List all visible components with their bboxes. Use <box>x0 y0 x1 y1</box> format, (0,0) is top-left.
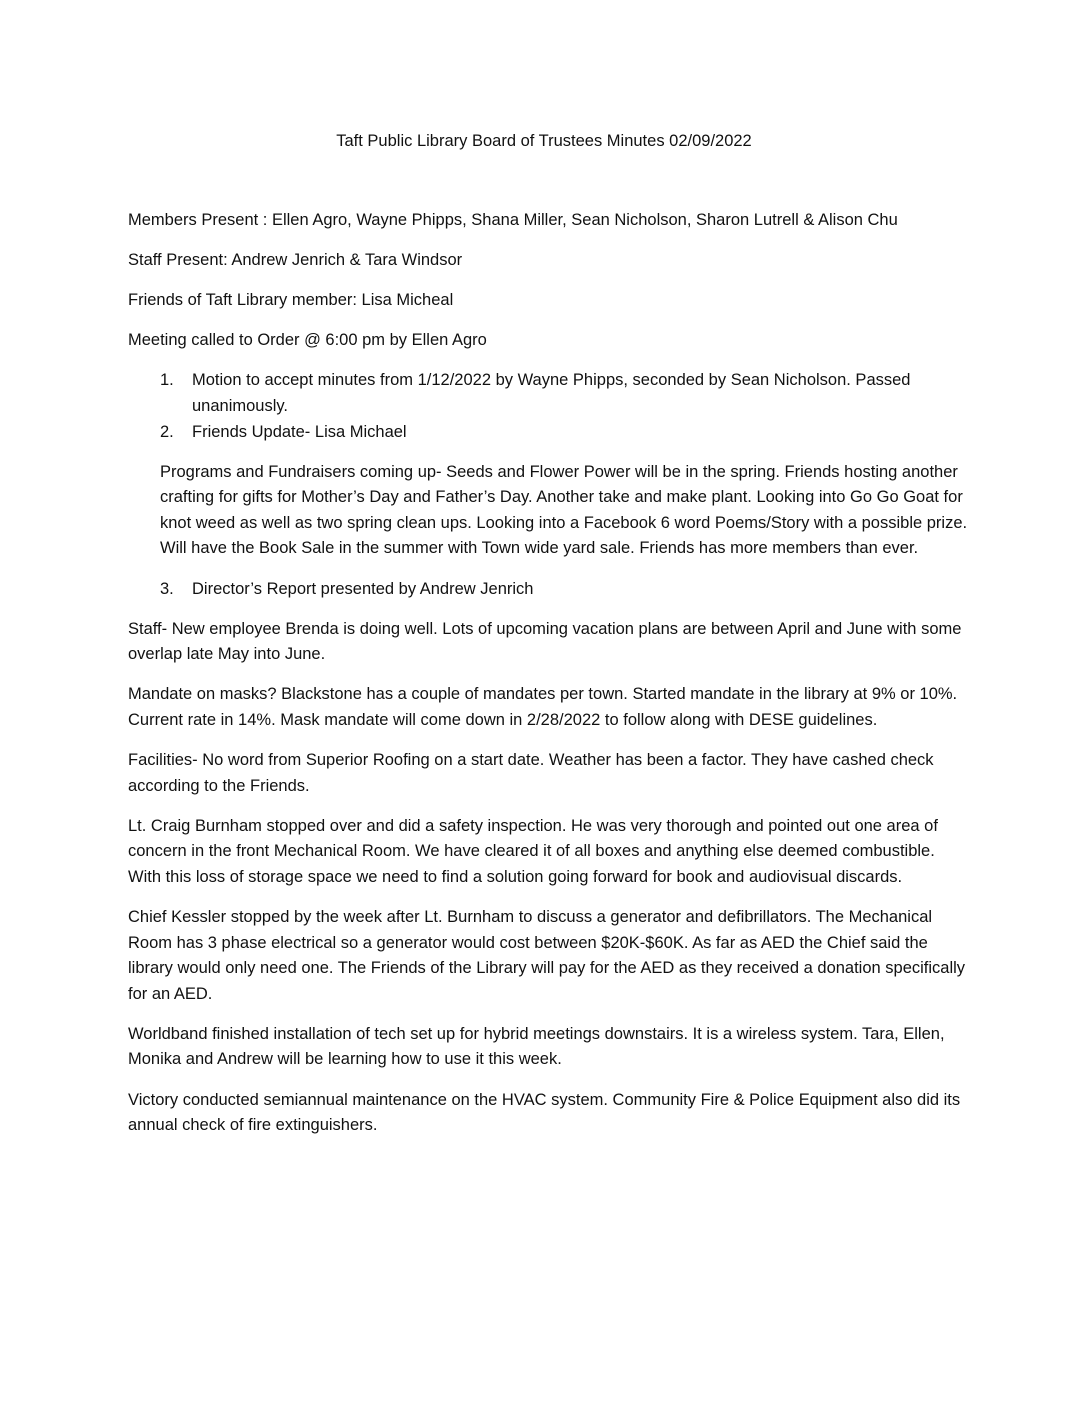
list-text: Director’s Report presented by Andrew Jenrich <box>192 579 534 598</box>
worldband-paragraph: Worldband finished installation of tech set up for hybrid meetings downstairs. It is a wireless system. Tara, Ellen, Monika and Andrew will be learning how to use it this week. <box>128 1024 945 1069</box>
facilities-paragraph: Facilities- No word from Superior Roofing on a start date. Weather has been a factor. They have cashed check according to the Friends. <box>128 751 934 795</box>
list-item <box>128 368 968 419</box>
list-text: Friends Update- Lisa Michael <box>192 422 407 441</box>
generator-paragraph: Chief Kessler stopped by the week after Lt. Burnham to discuss a generator and defibrillators. The Mechanical Room has 3 phase electrical so a generator would cost between $20K-$60K. As far as AED the Chief said the library would only need one. The Friends of the Library will pay for the AED as they received a donation specifically for an AED. <box>128 907 966 1003</box>
list-number: 2. <box>160 422 174 441</box>
agenda-list <box>128 368 968 445</box>
list-item <box>128 577 968 603</box>
members-present: Members Present : Ellen Agro, Wayne Phipps, Shana Miller, Sean Nicholson, Sharon Lutrell & Alison Chu <box>128 211 898 229</box>
called-to-order: Meeting called to Order @ 6:00 pm by Ellen Agro <box>128 331 487 350</box>
friends-update-paragraph: Programs and Fundraisers coming up- Seeds and Flower Power will be in the spring. Friends hosting another crafting for gifts for Mother’s Day and Father’s Day. Another take and make plant. Looking into Go Go Goat for knot weed as well as two spring clean ups. Looking into a Facebook 6 word Poems/Story with a possible prize. Will have the Book Sale in the summer with Town wide yard sale. Friends has more members than ever. <box>160 462 968 558</box>
list-text: Motion to accept minutes from 1/12/2022 by Wayne Phipps, seconded by Sean Nicholson. Passed unanimously. <box>192 371 911 415</box>
document-title: Taft Public Library Board of Trustees Minutes 02/09/2022 <box>336 132 752 150</box>
list-number: 3. <box>160 579 174 598</box>
safety-inspection-paragraph: Lt. Craig Burnham stopped over and did a safety inspection. He was very thorough and pointed out one area of concern in the front Mechanical Room. We have cleared it of all boxes and anything else deemed combustible. With this loss of storage space we need to find a solution going forward for book and audiovisual discards. <box>128 816 938 886</box>
masks-paragraph: Mandate on masks? Blackstone has a couple of mandates per town. Started mandate in the library at 9% or 10%. Current rate in 14%. Mask mandate will come down in 2/28/2022 to follow along with DESE guidelines. <box>128 685 958 729</box>
staff-paragraph: Staff- New employee Brenda is doing well. Lots of upcoming vacation plans are between April and June with some overlap late May into June. <box>128 619 962 664</box>
list-item <box>128 420 968 446</box>
agenda-list-continued <box>128 577 968 603</box>
document-body <box>128 208 968 1153</box>
list-number: 1. <box>160 371 174 390</box>
friends-member: Friends of Taft Library member: Lisa Micheal <box>128 291 454 310</box>
staff-present: Staff Present: Andrew Jenrich & Tara Windsor <box>128 251 463 270</box>
hvac-paragraph: Victory conducted semiannual maintenance on the HVAC system. Community Fire & Police Equipment also did its annual check of fire extinguishers. <box>128 1090 961 1135</box>
